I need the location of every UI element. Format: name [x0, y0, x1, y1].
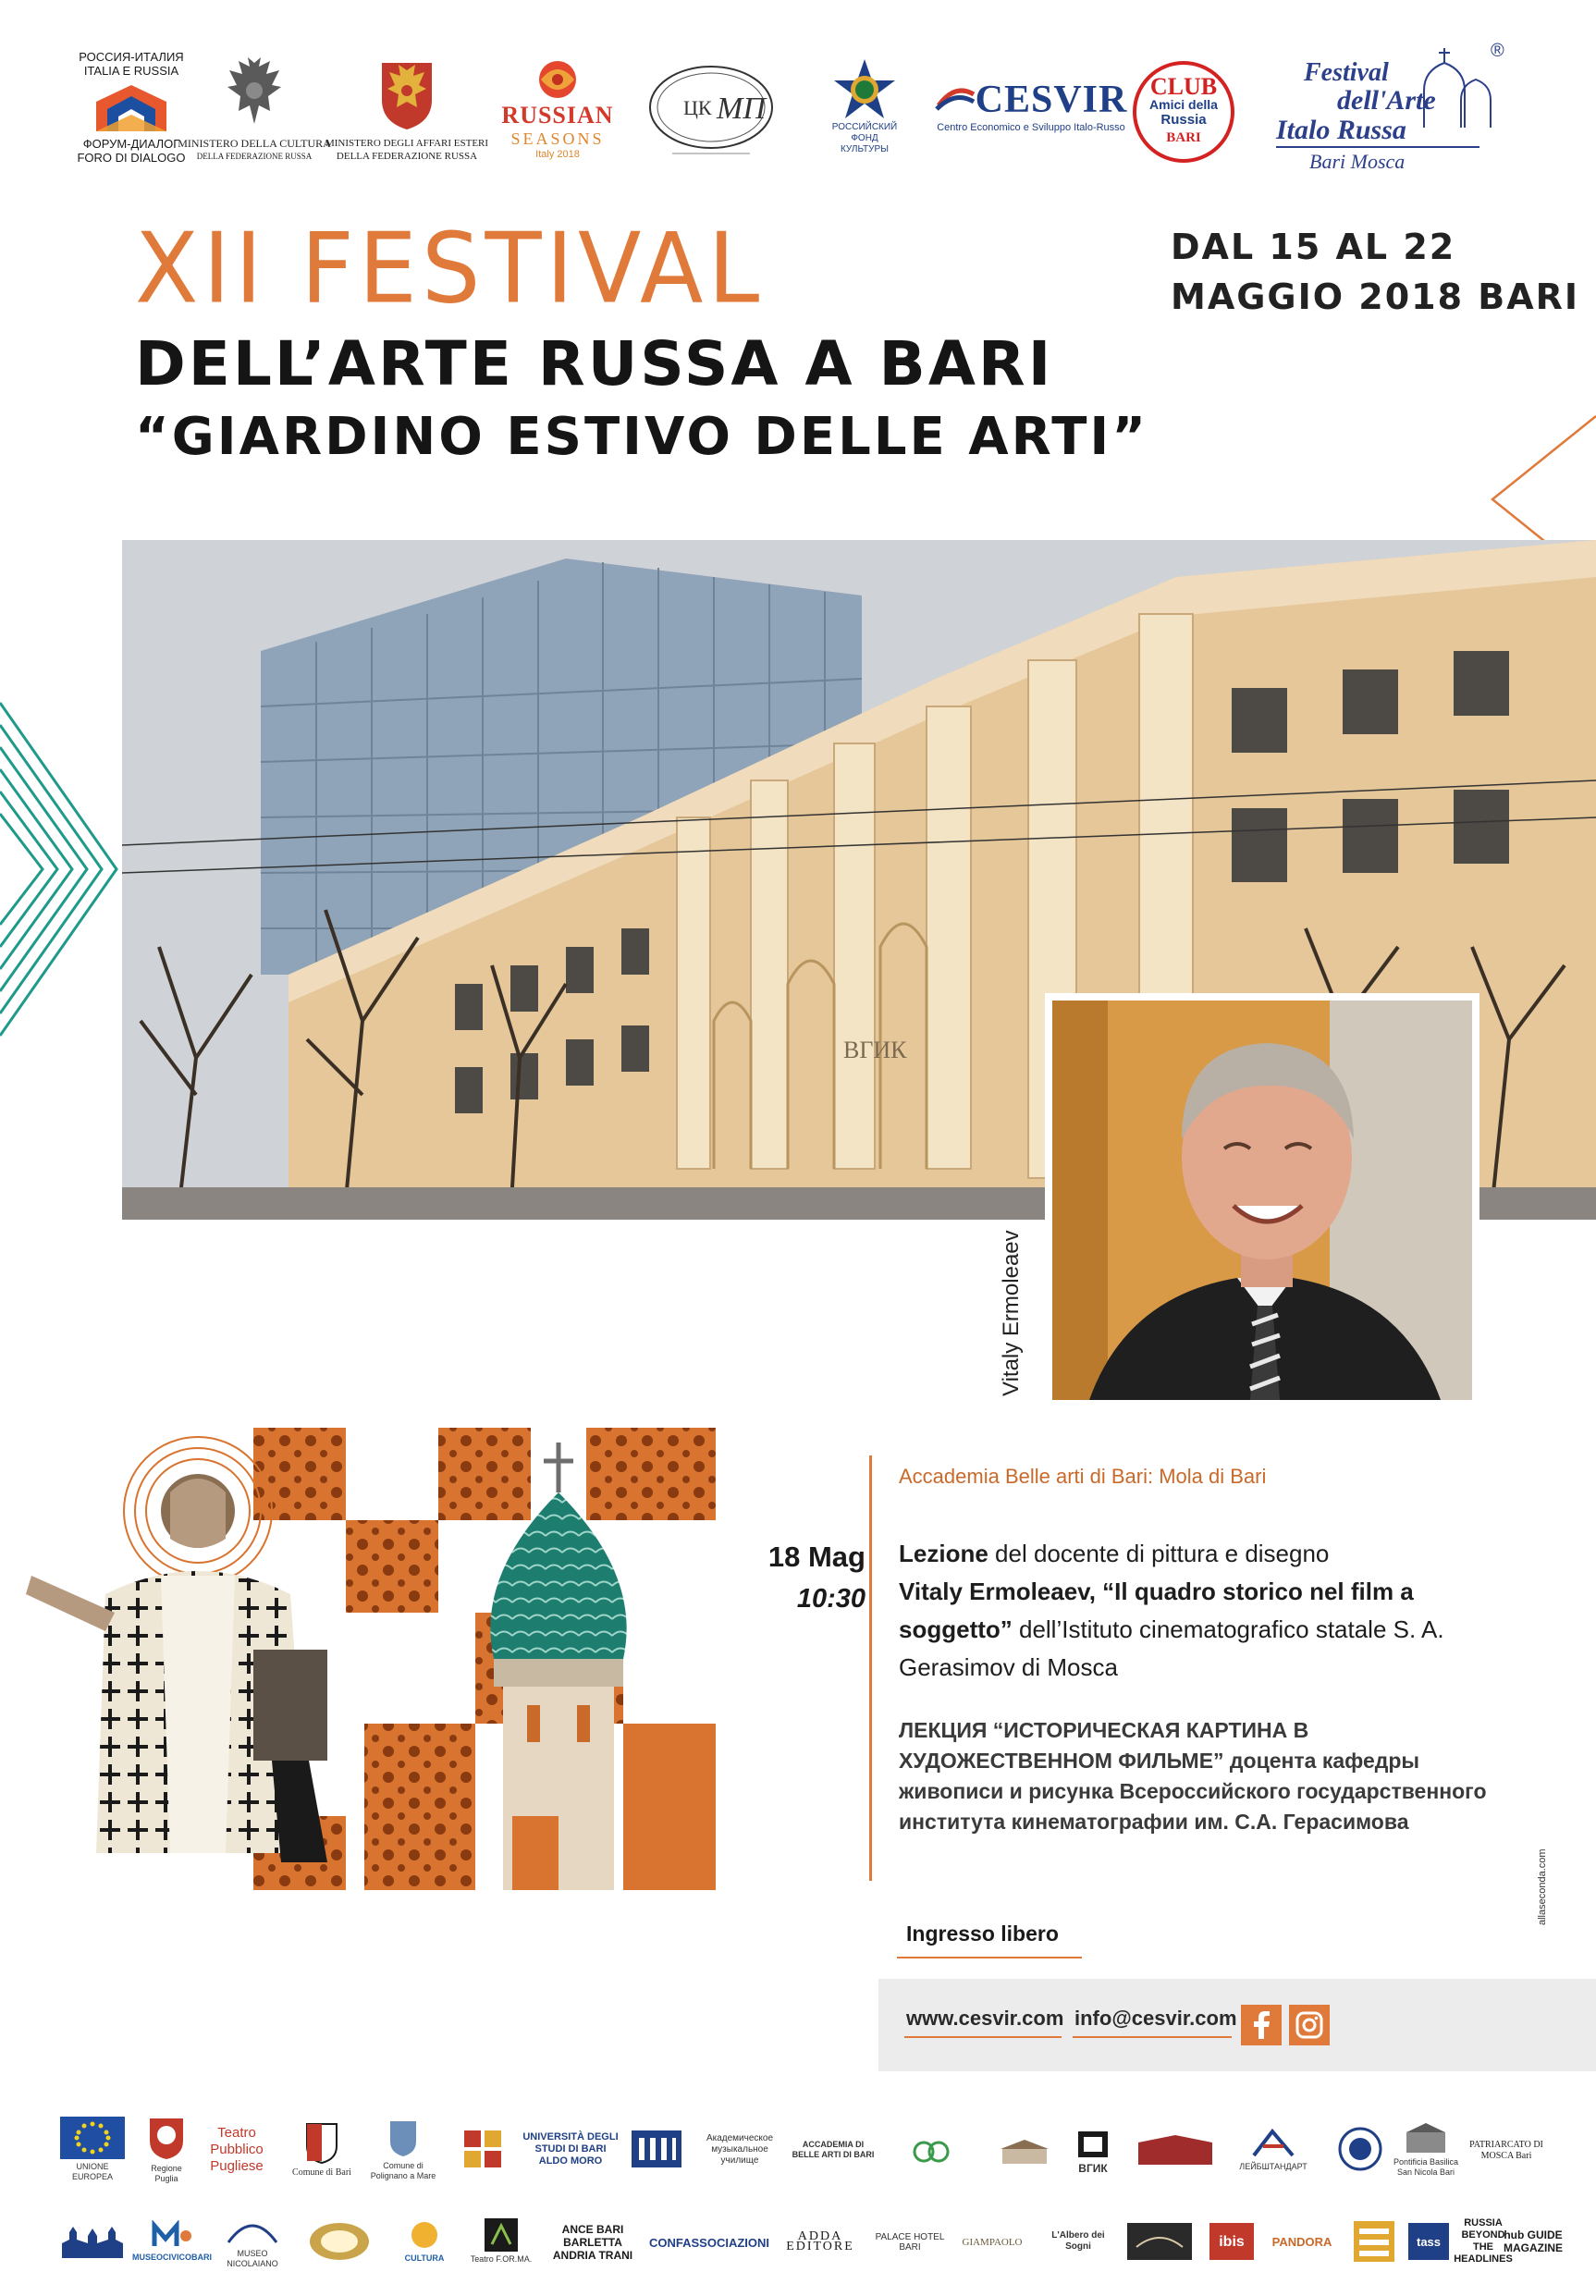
desc-text-1: del docente di pittura e disegno [988, 1540, 1330, 1567]
partner-eu [55, 2114, 129, 2184]
partner-leibstandart [1232, 2118, 1315, 2182]
teal-chevrons-decoration [0, 684, 139, 1054]
partner-patriarcato [1465, 2118, 1548, 2184]
festival-dates [1171, 222, 1579, 322]
partner-gold-emblem [298, 2206, 381, 2277]
russian-fund-logo [814, 57, 915, 155]
cesvir-sub: Centro Economico e Sviluppo Italo-Russo [937, 122, 1125, 133]
heraldic-grid-icon [462, 2129, 503, 2169]
partner-label: PALACE HOTEL BARI [875, 2232, 945, 2253]
min-cultura-line1: MINISTERO DELLA CULTURA [178, 137, 331, 150]
partner-label: ADDA EDITORE [786, 2229, 854, 2253]
partner-label: CONFASSOCIAZIONI [649, 2235, 770, 2250]
event-date: 18 Mag [767, 1541, 866, 1573]
vgik-emblem-icon [1074, 2128, 1111, 2161]
partner-dark-label [1123, 2206, 1197, 2277]
partner-label: RUSSIA BEYOND THE HEADLINES [1454, 2217, 1513, 2265]
double-eagle-emblem-icon [222, 54, 287, 131]
partner-label: UNIVERSITÀ DEGLI STUDI DI BARI ALDO MORO [522, 2130, 619, 2167]
kremlin-silhouette-icon [60, 2223, 125, 2260]
forum-line4: FORO DI DIALOGO [77, 151, 186, 165]
partner-albero-sogni [1041, 2206, 1115, 2277]
min-cultura-line2: DELLA FEDERAZIONE RUSSA [196, 152, 313, 161]
event-accent-bar [869, 1455, 872, 1881]
partner-label: Teatro Pubblico Pugliese [210, 2125, 264, 2174]
partner-label: CULTURA [404, 2253, 445, 2263]
forum-line1: РОССИЯ-ИТАЛИЯ [79, 50, 184, 64]
cik-oval-icon [645, 59, 778, 161]
building-sign: ВГИК [843, 1037, 907, 1063]
columns-icon [632, 2130, 681, 2167]
festival-title: XII FESTIVAL [135, 211, 765, 325]
partner-pandora [1265, 2206, 1339, 2277]
icon-collage [13, 1428, 716, 1890]
partner-theatre-museum [988, 2119, 1062, 2184]
partner-label: Академическое музыкальное училище [706, 2133, 774, 2166]
forum-line2: ITALIA E RUSSIA [83, 64, 179, 78]
festival-subtitle: DELL’ARTE RUSSA A BARI [135, 328, 1054, 399]
coat-of-arms-icon [376, 54, 437, 131]
instagram-glyph-icon [1295, 2011, 1323, 2039]
speaker-illustration [1052, 1001, 1472, 1400]
russian-seasons-logo [488, 57, 627, 160]
speaker-portrait [1052, 1001, 1472, 1400]
dates-line1: DAL 15 AL 22 [1171, 227, 1456, 267]
partner-label: ANCE BARI BARLETTA ANDRIA TRANI [552, 2223, 633, 2262]
registered-mark: ® [1491, 41, 1504, 61]
partner-museo-civico [132, 2206, 213, 2277]
partner-blue-columns [629, 2119, 684, 2179]
partner-tass [1406, 2206, 1452, 2277]
partner-label: MUSEO NICOLAIANO [227, 2248, 278, 2268]
partner-label: ibis [1219, 2233, 1245, 2250]
partner-blue-kremlin [55, 2206, 129, 2277]
cultura-sun-icon [401, 2219, 448, 2251]
email-link[interactable]: info@cesvir.com [1074, 2007, 1237, 2030]
gold-laurel-icon [307, 2220, 372, 2263]
ministero-cultura-logo [176, 54, 333, 163]
event-description-ru: ЛЕКЦИЯ “ИСТОРИЧЕСКАЯ КАРТИНА В ХУДОЖЕСТВЕННОМ ФИЛЬМЕ” доцента кафедры живописи и рисунка Всероссийского государственного института кинематографии им. С.А. Герасимова [899, 1718, 1487, 1834]
russian-seasons-sub: Italy 2018 [535, 149, 580, 160]
partner-basilica [1389, 2114, 1463, 2184]
website-underline [904, 2036, 1062, 2038]
facebook-glyph-icon [1250, 2011, 1272, 2039]
email-underline [1073, 2036, 1232, 2038]
website-link[interactable]: www.cesvir.com [906, 2007, 1064, 2030]
partner-ibis [1204, 2206, 1259, 2277]
partner-museo-nicolaiano [211, 2206, 294, 2277]
designer-credit: allaseconda.com [1537, 1848, 1548, 1925]
dark-label-icon [1127, 2223, 1192, 2260]
russian-seasons-bottom: SEASONS [510, 129, 605, 148]
russian-seasons-top: RUSSIAN [501, 102, 614, 129]
nicolaiano-arc-icon [225, 2215, 280, 2246]
partner-label: GIAMPAOLO [962, 2236, 1023, 2248]
club-line2: Amici della [1149, 96, 1218, 112]
forum-emblem-icon [87, 78, 176, 137]
fund-line2: ФОНД [851, 133, 878, 143]
facebook-icon[interactable] [1241, 2005, 1282, 2045]
fest-logo-line1: Festival [1304, 58, 1389, 87]
svg-text:МП: МП [717, 92, 766, 126]
partner-label: tass [1416, 2234, 1442, 2249]
ministero-esteri-logo [324, 54, 490, 163]
museo-m-icon [151, 2220, 193, 2250]
regione-shield-icon [146, 2115, 187, 2161]
basilica-icon [1403, 2121, 1449, 2155]
min-esteri-line2: DELLA FEDERAZIONE RUSSA [336, 151, 478, 162]
partner-rbth [1455, 2206, 1511, 2277]
partner-logos [52, 2114, 1563, 2280]
partner-label: ВГИК [1078, 2162, 1108, 2175]
bari-crest-icon [303, 2120, 340, 2165]
forma-square-icon [485, 2218, 518, 2252]
portrait-caption: Vitaly Ermoleaev [999, 1230, 1024, 1396]
cik-logo [642, 59, 780, 161]
contact-bar [878, 1979, 1596, 2071]
dates-line2: MAGGIO 2018 BARI [1171, 276, 1580, 317]
museum-facade-icon [997, 2138, 1052, 2166]
club-line4: BARI [1166, 129, 1201, 145]
portrait-frame [1045, 993, 1479, 1407]
partner-vgik [1065, 2118, 1121, 2184]
fest-logo-line3: Italo Russa [1276, 115, 1406, 145]
partner-label: L'Albero dei Sogni [1051, 2230, 1105, 2252]
star-emblem-icon [832, 57, 897, 122]
club-line3: Russia [1160, 111, 1207, 128]
partner-giampaolo [951, 2210, 1034, 2275]
saint-and-cupola-collage [13, 1428, 716, 1890]
partner-regione-puglia [139, 2114, 194, 2184]
partner-comune-bari [285, 2114, 359, 2184]
svg-text:ЦК: ЦК [683, 96, 712, 119]
partner-label: Teatro F.OR.MA. [470, 2254, 533, 2264]
event-description-it [899, 1535, 1481, 1687]
club-line1: CLUB [1149, 72, 1218, 100]
partner-polignano [366, 2114, 440, 2184]
partner-label: PANDORA [1271, 2234, 1332, 2249]
sponsor-logo-row [55, 37, 1553, 199]
firebird-icon [528, 57, 587, 102]
partner-teatro-forma [464, 2206, 538, 2277]
partner-label: UNIONE EUROPEA [71, 2161, 113, 2181]
partner-label: MUSEOCIVICOBARI [132, 2253, 213, 2262]
fund-line3: КУЛЬТУРЫ [840, 144, 890, 154]
festival-arte-logo [1248, 37, 1516, 176]
partner-ance [542, 2210, 644, 2275]
globe-swoosh-icon [935, 81, 976, 118]
partner-label: ЛЕЙБШТАНДАРТ [1239, 2162, 1307, 2171]
desc-text-2: dell’Istituto cinematografico statale S. A. Gerasimov di Mosca [899, 1615, 1444, 1681]
partner-palace-hotel [873, 2210, 947, 2275]
partner-orange-stack [1346, 2206, 1402, 2277]
eu-flag-icon [60, 2117, 125, 2159]
desc-bold-title: Vitaly Ermoleaev, “Il quadro storico nel film a soggetto” [899, 1578, 1414, 1643]
partner-heraldic [455, 2114, 510, 2184]
partner-label: Pontificia Basilica San Nicola Bari [1393, 2156, 1459, 2177]
partner-accademia [792, 2118, 875, 2182]
partner-teatro-pubblico [200, 2118, 274, 2182]
event-time: 10:30 [796, 1584, 866, 1614]
club-amici-logo [1119, 61, 1248, 163]
festival-theme: “GIARDINO ESTIVO DELLE ARTI” [135, 407, 1149, 467]
event-venue: Accademia Belle arti di Bari: Mola di Bari [899, 1465, 1267, 1488]
partner-green-logo [880, 2119, 982, 2184]
partner-uniba [520, 2121, 621, 2177]
partner-red-museum [1124, 2118, 1226, 2182]
instagram-icon[interactable] [1289, 2005, 1330, 2045]
stacked-letters-icon [1354, 2221, 1394, 2262]
cesvir-name: CESVIR [975, 79, 1128, 121]
fund-line1: РОССИЙСКИЙ [831, 122, 898, 132]
partner-hub [1504, 2206, 1563, 2277]
round-seal-icon [1337, 2126, 1383, 2172]
green-circles-icon [913, 2138, 950, 2166]
fest-logo-rule [1276, 146, 1479, 148]
red-building-icon [1129, 2133, 1222, 2167]
partner-label: ACCADEMIA DI BELLE ARTI DI BARI [792, 2140, 875, 2159]
desc-bold-lezione: Lezione [899, 1540, 988, 1567]
arrow-mark-icon [1250, 2128, 1296, 2159]
partner-cultura [392, 2206, 457, 2277]
partner-label: PATRIARCATO DI MOSCA Bari [1469, 2140, 1543, 2161]
entry-underline [897, 1957, 1082, 1958]
fest-logo-line2: dell'Arte [1337, 85, 1436, 116]
partner-confassociazioni [649, 2210, 769, 2275]
forum-line3: ФОРУМ-ДИАЛОГ [82, 137, 180, 151]
min-esteri-line1: MINISTERO DEGLI AFFARI ESTERI [325, 138, 489, 149]
fest-logo-line4: Bari Mosca [1309, 150, 1406, 173]
partner-label: hub GUIDE MAGAZINE [1504, 2228, 1563, 2254]
polignano-crest-icon [387, 2118, 420, 2158]
partner-label: Comune di Bari [292, 2167, 351, 2178]
partner-adda [779, 2206, 862, 2277]
partner-label: Regione Puglia [151, 2163, 182, 2183]
forum-dialogo-logo [76, 50, 187, 165]
entry-label: Ingresso libero [906, 1922, 1059, 1946]
partner-label: Comune di Polignano a Mare [370, 2160, 436, 2180]
partner-music-school [694, 2118, 786, 2182]
